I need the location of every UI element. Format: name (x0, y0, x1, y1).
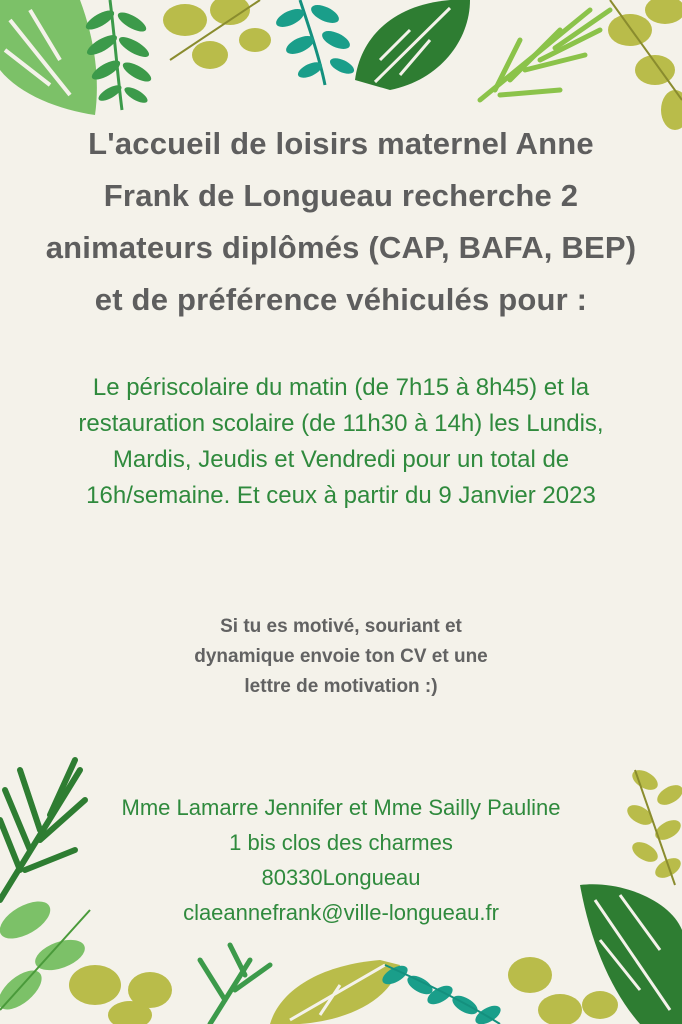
offer-line: restauration scolaire (de 11h30 à 14h) les Lundis, (78, 410, 604, 437)
contact-info (0, 790, 682, 930)
headline-line: Frank de Longueau recherche 2 (103, 178, 579, 213)
motivation-message (0, 612, 682, 702)
contact-street: 1 bis clos des charmes (229, 830, 453, 855)
headline-line: et de préférence véhiculés pour : (94, 282, 588, 317)
headline-line: L'accueil de loisirs maternel Anne (88, 126, 594, 161)
motivation-line: dynamique envoie ton CV et une (194, 646, 488, 667)
contact-city: 80330Longueau (261, 865, 421, 890)
offer-line: Le périscolaire du matin (de 7h15 à 8h45) et la (92, 374, 590, 401)
headline (0, 118, 682, 326)
offer-line: 16h/semaine. Et ceux à partir du 9 Janvier 2023 (86, 482, 596, 509)
offer-details (0, 370, 682, 514)
motivation-line: Si tu es motivé, souriant et (220, 616, 462, 637)
contact-names: Mme Lamarre Jennifer et Mme Sailly Pauline (121, 795, 561, 820)
motivation-line: lettre de motivation :) (244, 676, 438, 697)
contact-email[interactable]: claeannefrank@ville-longueau.fr (183, 900, 499, 925)
headline-line: animateurs diplômés (CAP, BAFA, BEP) (45, 230, 637, 265)
offer-line: Mardis, Jeudis et Vendredi pour un total de (112, 446, 570, 473)
top-leaves-icon (0, 0, 682, 130)
